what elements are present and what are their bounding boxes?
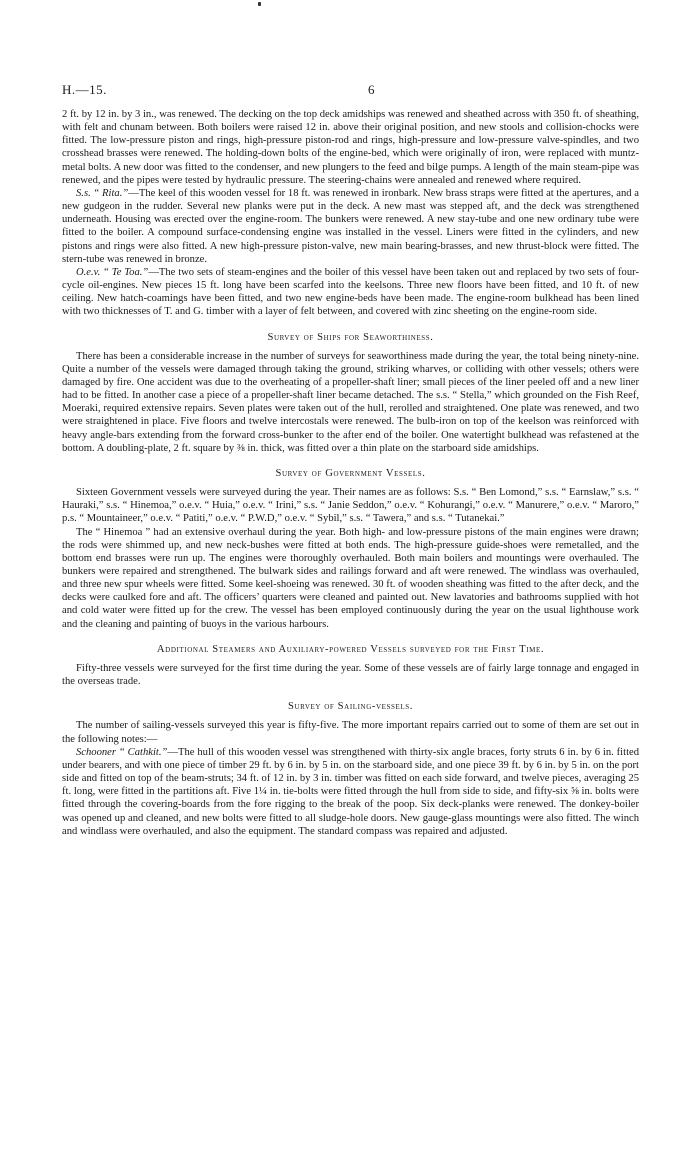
paragraph-additional: Fifty-three vessels were surveyed for the first time during the year. Some of these vessels are of fairly large tonnage and engaged in the overseas trade. — [62, 662, 639, 688]
heading-government-vessels: Survey of Government Vessels. — [275, 467, 426, 479]
heading-additional-vessels: Additional Steamers and Auxiliary-powered Vessels surveyed for the First Time. — [156, 643, 545, 655]
paragraph-te-toa — [62, 266, 639, 319]
paragraph-cathkit — [62, 746, 639, 838]
paragraph-continued: 2 ft. by 12 in. by 3 in., was renewed. The decking on the top deck amidships was renewed and sheathed across with 350 ft. of sheathing, with felt and chunam between. Both boilers were raised 12 in. above their original position, and new stools and collision-chocks were fitted. The low-pressure piston and rings, high-pressure piston-rod and rings, high-pressure and low-pressure valve-spindles, and two crosshead brasses were renewed. The holding-down bolts of the engine-bed, which were originally of iron, were replaced with muntz-metal bolts. A new door was fitted to the condenser, and new plungers to the feed and bilge pumps. A length of the main steam-pipe was renewed, and the pipes were tested by hydraulic pressure. The steering-chains were annealed and renewed where required. — [62, 109, 639, 186]
paragraph-rita-text: —The keel of this wooden vessel for 18 ft. was renewed in ironbark. New brass straps were fitted at the apertures, and a new gudgeon in the rudder. Several new planks were put in the deck. A new mast was stepped aft, and the deck was strengthened underneath. Housing was erected over the engine-room. The bunkers were renewed. A new stay-tube and one new ordinary tube were fitted to the boiler. A compound surface-condensing engine was installed in the vessel. Liners were fitted in the cylinders, and new pistons and rings were also fitted. A new high-pressure piston-valve, new main bearing-brasses, and new thrust-block were fitted. The stern-tube was renewed in bronze. — [62, 187, 639, 265]
page-header — [62, 82, 638, 102]
heading-seaworthiness: Survey of Ships for Seaworthiness. — [267, 331, 434, 343]
paragraph-government-list: Sixteen Government vessels were surveyed during the year. Their names are as follows: S.s. “ Ben Lomond,” s.s. “ Earnslaw,” s.s. “ Hauraki,” s.s. “ Hinemoa,” o.e.v. “ Huia,” o.e.v. “ Irini,” s.s. “ Janie Seddon,” o.e.v. “ Kohurangi,” o.e.v. “ Manurere,” o.e.v. “ Maroro,” p.s. “ Mountaineer,” o.e.v. “ Patiti,” o.e.v. “ P.W.D,” o.e.v. “ Sybil,” s.s. “ Tawera,” and s.s. “ Tutanekai.” — [62, 487, 639, 525]
page-number: 6 — [368, 82, 375, 97]
document-body — [62, 108, 639, 838]
paragraph-te-toa-text: —The two sets of steam-engines and the boiler of this vessel have been taken out and replaced by two sets of four-cycle oil-engines. New pieces 15 ft. long have been scarfed into the keelsons. Three new floors have been fitted, and 10 ft. of new ceiling. New hatch-coamings have been fitted, and two new engine-beds have been made. The engine-room bulkhead has been lined with two thicknesses of T. and G. timber with a layer of felt between, and covered with zinc sheeting on the engine-room side. — [62, 266, 639, 318]
document-reference: H.—15. — [62, 82, 107, 97]
paragraph-sailing-intro: The number of sailing-vessels surveyed this year is fifty-five. The more important repairs carried out to some of them are set out in the following notes:— — [62, 720, 639, 745]
paragraph-rita — [62, 187, 639, 266]
vessel-name-te-toa: O.e.v. “ Te Toa.” — [76, 266, 149, 278]
ink-mark — [258, 2, 261, 6]
vessel-name-rita: S.s. “ Rita.” — [76, 187, 129, 199]
vessel-name-cathkit: Schooner “ Cathkit.” — [76, 746, 168, 758]
paragraph-hinemoa: The “ Hinemoa ” had an extensive overhaul during the year. Both high- and low-pressure pistons of the main engines were drawn; the rods were shimmed up, and new neck-bushes were fitted at both ends. The high-pressure guide-shoes were remetalled, and the bottom end brasses were run up. The engines were thoroughly overhauled. Both main boilers and mountings were overhauled. The bunkers were repaired and strengthened. The bulwark sides and railings forward and aft were renewed. The windlass was overhauled, and three new spur wheels were fitted. Some keel-shoeing was renewed. 30 ft. of wooden sheathing was fitted to the after deck, and the decks were caulked fore and aft. The officers’ quarters were cleaned and painted out. New lavatories and bathrooms supplied with hot and cold water were fitted up for the crew. The vessel has been employed continuously during the year on the usual lighthouse work and the cleaning and painting of buoys in the various harbours. — [62, 526, 639, 630]
paragraph-seaworthiness: There has been a considerable increase in the number of surveys for seaworthiness made during the year, the total being ninety-nine. Quite a number of the vessels were damaged through taking the ground, striking wharves, or colliding with other vessels; others were damaged by fire. One accident was due to the overheating of a propeller-shaft liner; small pieces of the liner peeled off and a new liner had to be fitted. In another case a piece of a propeller-shaft liner became detached. The s.s. “ Stella,” which grounded on the Fish Reef, Moeraki, required extensive repairs. Seven plates were taken out of the hull, rerolled and straightened. One plate was renewed, and two were straightened in place. Five floors and twelve intercostals were renewed. The bulb-iron on top of the keelson was reinforced with heavy angle-bars extending from the forward cross-bunker to the after end of the boiler. One watertight bulkhead was refastened at the bottom. A doubling-plate, 2 ft. square by ⅜ in. thick, was fitted over a thin plate on the starboard side amidships. — [62, 350, 639, 454]
heading-sailing-vessels: Survey of Sailing-vessels. — [287, 701, 414, 713]
paragraph-cathkit-text: —The hull of this wooden vessel was strengthened with thirty-six angle braces, forty struts 6 in. by 6 in. fitted under bearers, and with one piece of timber 29 ft. by 6 in. by 5 in. on the starboard side, and one piece 39 ft. by 6 in. by 5 in. on the port side and fitted on top of the beam-struts; 34 ft. of 12 in. by 3 in. timber was fitted on each side forward, and twelve pieces, averaging 25 ft. long, were fitted in the partitions aft. Five 1¼ in. tie-bolts were fitted through the hull from side to side, and fifty-six ⅝ in. bolts were fitted through the covering-boards from the fore rigging to the break of the poop. Six deck-planks were renewed. The donkey-boiler was opened up and cleaned, and new bolts were fitted to all sludge-hole doors. New gauge-glass mountings were also fitted. The winch and windlass were overhauled, and also the equipment. The standard compass was repaired and adjusted. — [62, 746, 640, 837]
